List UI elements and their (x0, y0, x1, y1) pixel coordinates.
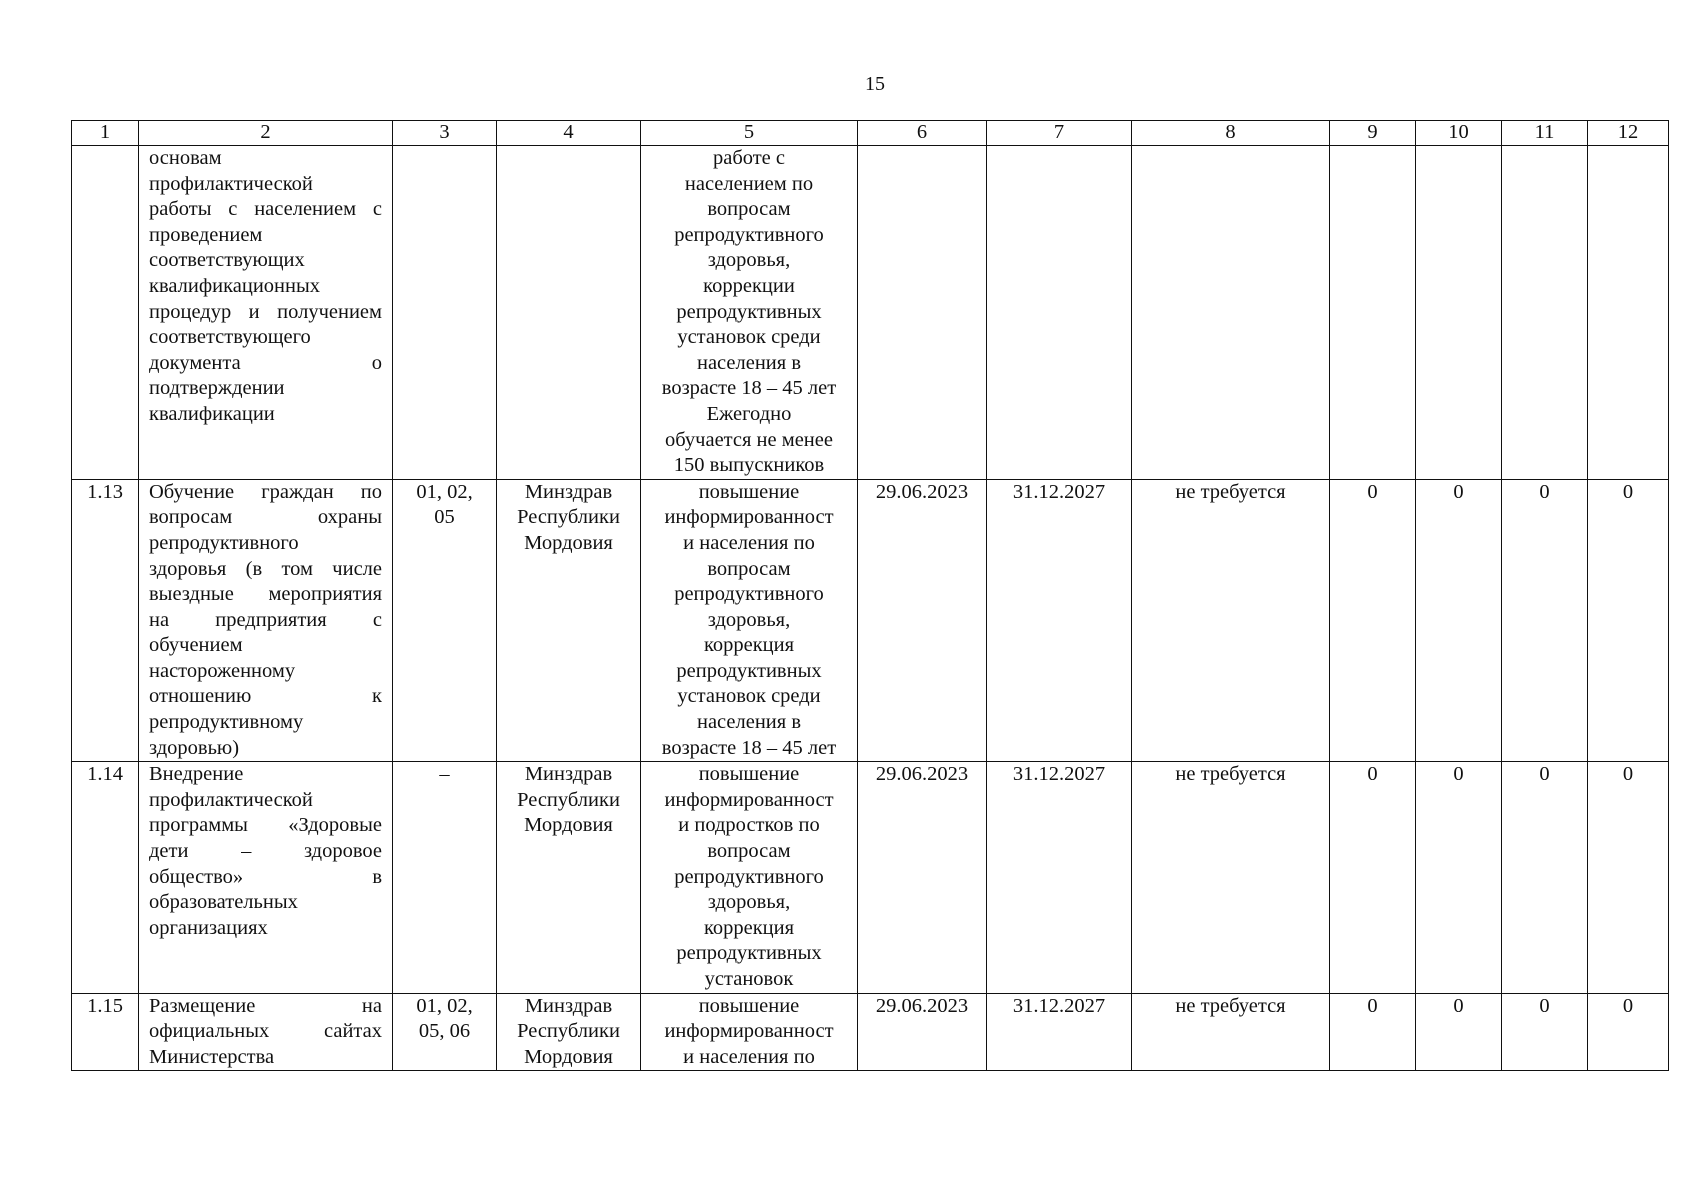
goal-code-line: – (439, 763, 450, 786)
executor-line: Минздрав (524, 763, 613, 786)
column-header: 11 (1502, 121, 1588, 146)
result-line: коррекция (703, 634, 795, 657)
executor-line: Республики (517, 788, 620, 811)
goal-code-line: 05 (434, 506, 455, 529)
result-line: 150 выпускников (673, 454, 825, 477)
table-row (72, 993, 1669, 1071)
item-number-cell: 1.15 (72, 993, 139, 1071)
column-header: 5 (641, 121, 858, 146)
description-line: отношению к (149, 685, 382, 708)
result-line: населения в (696, 711, 802, 734)
expected-result-cell (641, 993, 858, 1071)
description-line: квалификации (149, 402, 275, 425)
executor-line: Мордовия (524, 531, 613, 554)
result-line: повышение (698, 480, 800, 503)
column-header: 7 (987, 121, 1132, 146)
goal-code-line: 05, 06 (418, 1020, 471, 1043)
executor-line: Минздрав (524, 994, 613, 1017)
description-line: репродуктивного (149, 531, 299, 554)
item-number-cell: 1.14 (72, 762, 139, 993)
value-cell-11: 0 (1502, 762, 1588, 993)
column-header: 9 (1330, 121, 1416, 146)
goal-codes-cell (393, 762, 497, 993)
result-line: повышение (698, 994, 800, 1017)
start-date-cell: 29.06.2023 (858, 479, 987, 762)
description-cell (139, 993, 393, 1071)
value-cell-9: 0 (1330, 762, 1416, 993)
description-line: работы с населением с (149, 198, 382, 221)
funding-cell: не требуется (1132, 479, 1330, 762)
end-date-cell (987, 146, 1132, 480)
result-line: обучается не менее (665, 428, 833, 451)
result-line: коррекции (703, 274, 795, 297)
executor-line: Республики (517, 506, 620, 529)
result-line: установок (704, 968, 794, 990)
description-line: выездные мероприятия (149, 583, 382, 606)
description-line: профилактической (149, 788, 313, 811)
result-line: возрасте 18 – 45 лет (661, 736, 837, 759)
result-line: здоровья, (707, 891, 791, 914)
description-line: здоровью) (149, 736, 240, 759)
value-cell-9 (1330, 146, 1416, 480)
column-header-row (72, 121, 1669, 146)
end-date-cell: 31.12.2027 (987, 993, 1132, 1071)
page-number: 15 (865, 73, 885, 95)
value-cell-10 (1416, 146, 1502, 480)
end-date-cell: 31.12.2027 (987, 479, 1132, 762)
result-line: повышение (698, 763, 800, 786)
description-line: профилактической (149, 172, 313, 195)
result-line: коррекция (703, 916, 795, 939)
column-header: 3 (393, 121, 497, 146)
value-cell-10: 0 (1416, 993, 1502, 1071)
description-line: документа о (149, 351, 382, 374)
column-header: 6 (858, 121, 987, 146)
description-line: Внедрение (149, 763, 244, 786)
end-date-cell: 31.12.2027 (987, 762, 1132, 993)
description-line: образовательных (149, 891, 298, 914)
description-line: официальных сайтах (149, 1020, 382, 1043)
description-cell (139, 762, 393, 993)
value-cell-11: 0 (1502, 993, 1588, 1071)
measures-table (71, 120, 1669, 1071)
description-cell (139, 146, 393, 480)
executor-cell (497, 479, 641, 762)
executor-cell (497, 993, 641, 1071)
description-line: Министерства (149, 1045, 275, 1068)
description-line: общество» в (149, 865, 382, 888)
expected-result-cell (641, 146, 858, 480)
description-line: здоровья (в том числе (149, 557, 382, 580)
value-cell-9: 0 (1330, 993, 1416, 1071)
result-line: и подростков по (678, 814, 820, 837)
goal-codes-cell (393, 993, 497, 1071)
description-line: квалификационных (149, 274, 321, 297)
value-cell-12: 0 (1588, 479, 1669, 762)
result-line: и населения по (683, 531, 815, 554)
item-number-cell (72, 146, 139, 480)
column-header: 1 (72, 121, 139, 146)
description-line: Обучение граждан по (149, 480, 382, 503)
result-line: здоровья, (707, 249, 791, 272)
description-line: организациях (149, 916, 268, 939)
expected-result-cell (641, 479, 858, 762)
description-line: проведением (149, 223, 263, 246)
start-date-cell: 29.06.2023 (858, 762, 987, 993)
description-line: соответствующего (149, 326, 311, 349)
description-line: программы «Здоровые (149, 814, 382, 837)
result-line: репродуктивного (674, 223, 824, 246)
result-line: репродуктивных (676, 659, 822, 682)
table-row (72, 146, 1669, 480)
value-cell-10: 0 (1416, 479, 1502, 762)
value-cell-10: 0 (1416, 762, 1502, 993)
funding-cell: не требуется (1132, 993, 1330, 1071)
result-line: информированност (664, 1020, 834, 1043)
result-line: и населения по (683, 1045, 815, 1068)
executor-cell (497, 762, 641, 993)
goal-code-line: 01, 02, (416, 480, 473, 503)
column-header: 4 (497, 121, 641, 146)
funding-cell (1132, 146, 1330, 480)
result-line: населения в (696, 351, 802, 374)
description-cell (139, 479, 393, 762)
result-line: установок среди (677, 685, 821, 708)
description-line: процедур и получением (149, 300, 382, 323)
value-cell-12: 0 (1588, 993, 1669, 1071)
expected-result-cell (641, 762, 858, 993)
result-line: вопросам (707, 557, 791, 580)
description-line: настороженному (149, 659, 296, 682)
description-line: на предприятия с (149, 608, 382, 631)
item-number-cell: 1.13 (72, 479, 139, 762)
result-line: репродуктивных (676, 942, 822, 965)
executor-line: Республики (517, 1020, 620, 1043)
result-line: населением по (684, 172, 814, 195)
table-row (72, 479, 1669, 762)
column-header: 12 (1588, 121, 1669, 146)
table-row (72, 762, 1669, 993)
goal-codes-cell (393, 146, 497, 480)
column-header: 2 (139, 121, 393, 146)
goal-code-line: 01, 02, (416, 994, 473, 1017)
goal-codes-cell (393, 479, 497, 762)
result-line: информированност (664, 506, 834, 529)
start-date-cell: 29.06.2023 (858, 993, 987, 1071)
executor-line: Минздрав (524, 480, 613, 503)
column-header: 10 (1416, 121, 1502, 146)
executor-cell (497, 146, 641, 480)
funding-cell: не требуется (1132, 762, 1330, 993)
result-line: Ежегодно (706, 402, 792, 425)
result-line: установок среди (677, 326, 821, 349)
description-line: обучением (149, 634, 243, 657)
result-line: информированност (664, 788, 834, 811)
column-header: 8 (1132, 121, 1330, 146)
description-line: соответствующих (149, 249, 305, 272)
description-line: Размещение на (149, 994, 382, 1017)
executor-line: Мордовия (524, 1045, 613, 1068)
result-line: здоровья, (707, 608, 791, 631)
value-cell-11 (1502, 146, 1588, 480)
value-cell-11: 0 (1502, 479, 1588, 762)
value-cell-9: 0 (1330, 479, 1416, 762)
description-line: основам (149, 147, 222, 169)
result-line: репродуктивного (674, 865, 824, 888)
result-line: репродуктивного (674, 583, 824, 606)
description-line: репродуктивному (149, 711, 304, 734)
result-line: вопросам (707, 840, 791, 863)
result-line: вопросам (707, 198, 791, 221)
result-line: работе с (712, 147, 786, 169)
value-cell-12 (1588, 146, 1669, 480)
result-line: возрасте 18 – 45 лет (661, 377, 837, 400)
result-line: репродуктивных (676, 300, 822, 323)
start-date-cell (858, 146, 987, 480)
value-cell-12: 0 (1588, 762, 1669, 993)
description-line: подтверждении (149, 377, 285, 400)
description-line: дети – здоровое (149, 840, 382, 863)
executor-line: Мордовия (524, 814, 613, 837)
description-line: вопросам охраны (149, 506, 382, 529)
